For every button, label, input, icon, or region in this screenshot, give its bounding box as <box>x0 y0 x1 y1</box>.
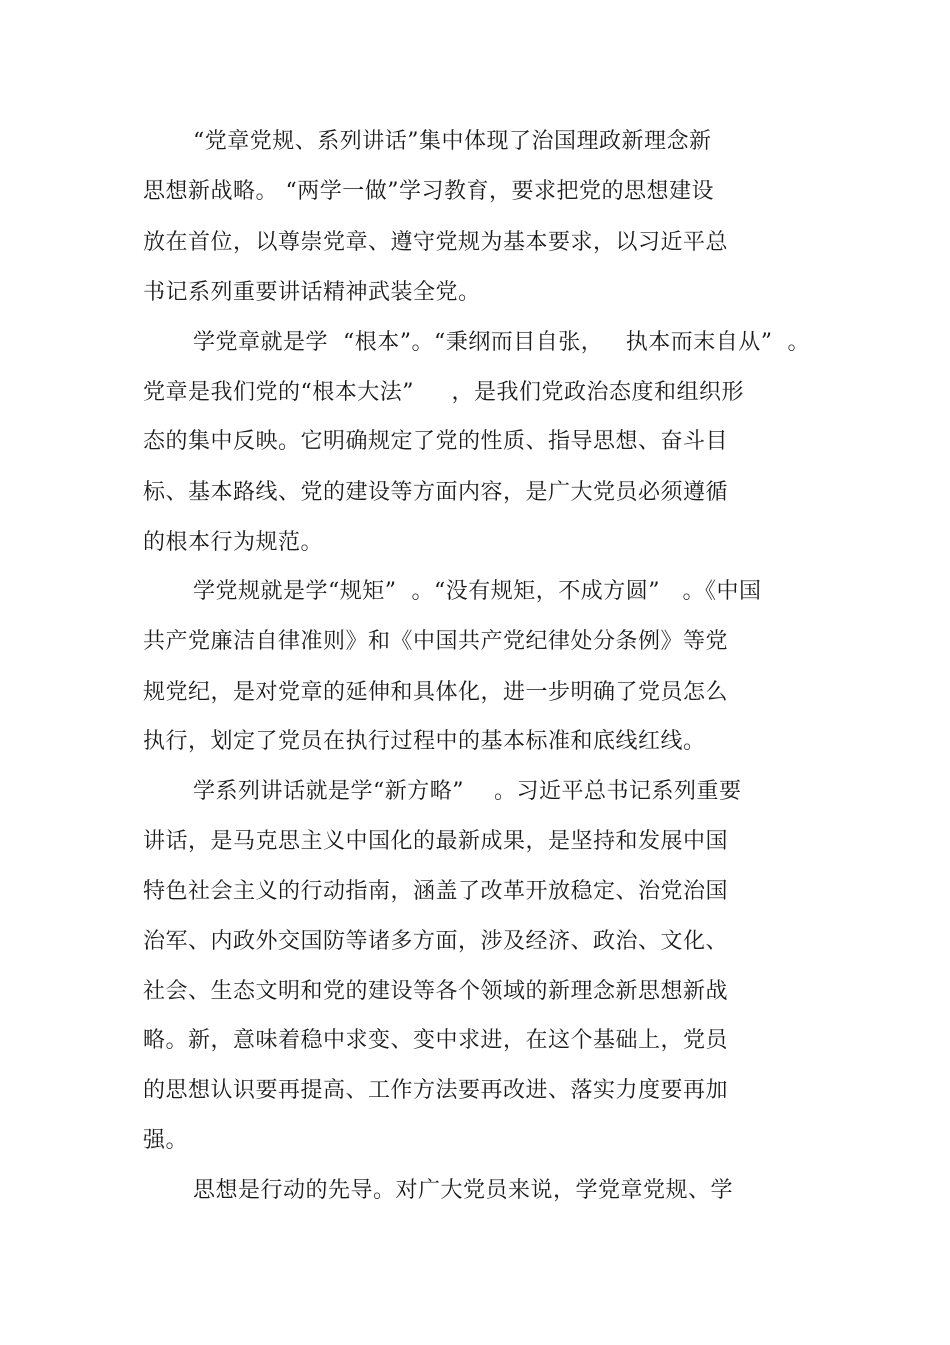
paragraph-3-line-2: 共产党廉洁自律准则》和《中国共产党纪律处分条例》等党 <box>143 629 729 654</box>
paragraph-4-line-2: 讲话，是马克思主义中国化的最新成果，是坚持和发展中国 <box>143 829 729 854</box>
paragraph-4-line-3: 特色社会主义的行动指南，涵盖了改革开放稳定、治党治国 <box>143 879 729 904</box>
paragraph-1-line-3: 放在首位，以尊崇党章、遵守党规为基本要求，以习近平总 <box>143 230 729 255</box>
paragraph-5-line-1: 思想是行动的先导。对广大党员来说，学党章党规、学 <box>193 1178 734 1203</box>
paragraph-1-line-1: “党章党规、系列讲话”集中体现了治国理政新理念新 <box>193 129 712 154</box>
paragraph-4-line-7: 的思想认识要再提高、工作方法要再改进、落实力度要再加 <box>143 1078 729 1103</box>
paragraph-4-line-5: 社会、生态文明和党的建设等各个领域的新理念新思想新战 <box>143 979 729 1004</box>
paragraph-2-line-4: 标、基本路线、党的建设等方面内容，是广大党员必须遵循 <box>143 480 729 505</box>
paragraph-2-line-2: 党章是我们党的“根本大法” ，是我们党政治态度和组织形 <box>143 380 744 405</box>
paragraph-2-line-3: 态的集中反映。它明确规定了党的性质、指导思想、奋斗目 <box>143 429 729 454</box>
paragraph-4-line-1: 学系列讲话就是学“新方略” 。习近平总书记系列重要 <box>193 779 742 804</box>
paragraph-3-line-1: 学党规就是学“规矩” 。“没有规矩，不成方圆” 。《中国 <box>193 579 762 604</box>
paragraph-3-line-4: 执行，划定了党员在执行过程中的基本标准和底线红线。 <box>143 729 706 754</box>
paragraph-2-line-5: 的根本行为规范。 <box>143 530 324 555</box>
paragraph-4-line-6: 略。新，意味着稳中求变、变中求进，在这个基础上，党员 <box>143 1028 729 1053</box>
paragraph-3-line-3: 规党纪，是对党章的延伸和具体化，进一步明确了党员怎么 <box>143 680 729 705</box>
paragraph-4-line-8: 强。 <box>143 1128 189 1153</box>
paragraph-1-line-2: 思想新战略。 “两学一做”学习教育，要求把党的思想建设 <box>143 179 714 204</box>
paragraph-1-line-4: 书记系列重要讲话精神武装全党。 <box>143 280 481 305</box>
paragraph-2-line-1: 学党章就是学 “根本”。“秉纲而目自张， 执本而末自从” 。 <box>193 330 810 355</box>
paragraph-4-line-4: 治军、内政外交国防等诸多方面，涉及经济、政治、文化、 <box>143 929 729 954</box>
